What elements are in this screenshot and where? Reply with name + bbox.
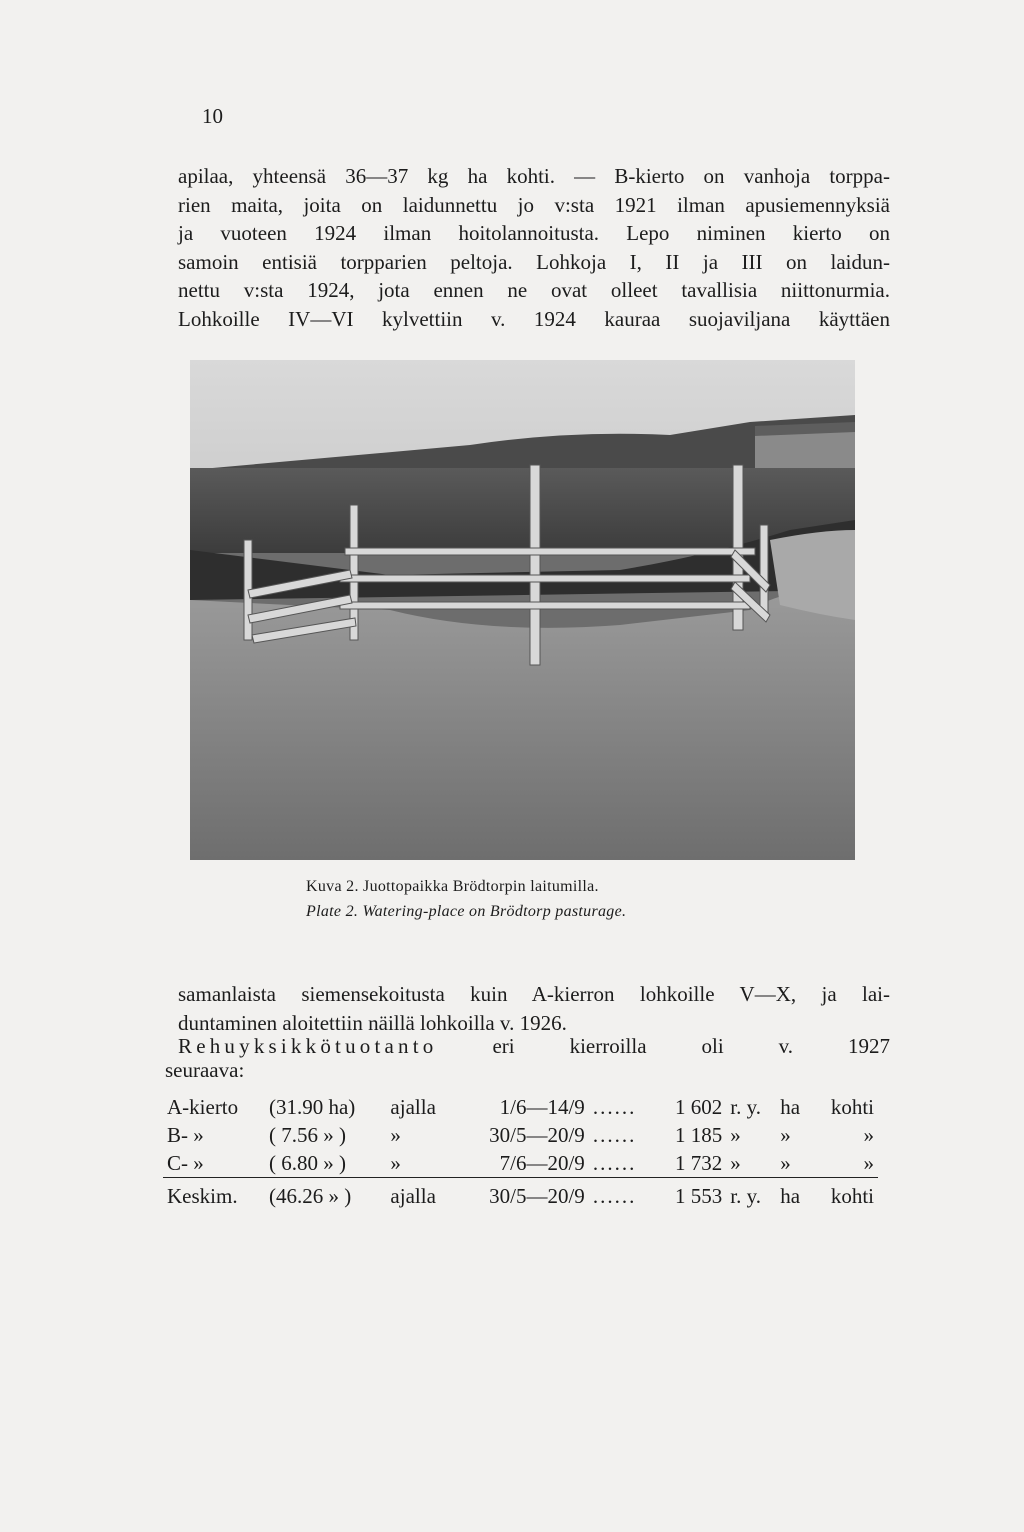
row-ha: ha (780, 1094, 801, 1119)
heading-word: eri (492, 1034, 515, 1058)
total-dots: ...... (589, 1178, 655, 1211)
text-line: rien maita, joita on laidunnettu jo v:sta 1921 ilman apusiemennyksiä (178, 192, 890, 217)
row-dots: ...... (592, 1094, 637, 1119)
row-label: A-kierto (167, 1094, 239, 1119)
text-line: samanlaista siemensekoitusta kuin A-kierron lohkoille V—X, ja lai- (178, 982, 890, 1006)
row-dots: ...... (592, 1122, 637, 1147)
row-label: B- » (167, 1122, 204, 1147)
table-row (163, 1121, 878, 1149)
row-unit: » (730, 1122, 741, 1147)
row-unit: » (730, 1150, 741, 1175)
total-value: 1 553 (655, 1178, 726, 1211)
paragraph-top (178, 162, 890, 333)
figure-caption-english: Plate 2. Watering-place on Brödtorp pasturage. (306, 903, 627, 920)
text-line: ja vuoteen 1924 ilman hoitolannoitusta. Lepo niminen kierto on (178, 221, 890, 245)
row-per: » (863, 1122, 874, 1147)
photograph-watering-place (190, 360, 855, 860)
row-period: 1/6—14/9 (499, 1094, 585, 1119)
row-area: (31.90 ha) (268, 1094, 356, 1119)
row-unit: r. y. (730, 1094, 762, 1119)
row-ha: » (780, 1150, 791, 1175)
table-row (163, 1149, 878, 1178)
row-per: » (863, 1150, 874, 1175)
text-line: Lohkoille IV—VI kylvettiin v. 1924 kauraa suojaviljana käyttäen (178, 306, 890, 331)
yield-table (163, 1093, 878, 1210)
spaced-heading: Rehuyksikkötuotanto (178, 1034, 438, 1058)
row-period: 7/6—20/9 (499, 1150, 585, 1175)
heading-word: kierroilla (569, 1034, 647, 1058)
row-prep: » (390, 1150, 401, 1175)
row-label: C- » (167, 1150, 204, 1175)
heading-continuation: seuraava: (165, 1058, 245, 1082)
heading-word: v. (778, 1034, 794, 1058)
row-prep: ajalla (390, 1094, 436, 1119)
total-area: (46.26 » ) (265, 1178, 386, 1211)
text-line: duntaminen aloitettiin näillä lohkoilla v. 1926. (178, 1010, 567, 1035)
row-area: ( 6.80 » ) (268, 1150, 346, 1175)
total-label: Keskim. (163, 1178, 265, 1211)
text-line: apilaa, yhteensä 36—37 kg ha kohti. — B-kierto on vanhoja torppa- (178, 164, 890, 188)
row-value: 1 185 (675, 1122, 723, 1147)
table-total-row (163, 1178, 878, 1211)
paragraph-bottom (178, 980, 890, 1037)
heading-word: oli (701, 1034, 724, 1058)
heading-word: 1927 (848, 1034, 890, 1058)
total-ha: ha (776, 1178, 812, 1211)
page-number: 10 (202, 104, 223, 128)
row-prep: » (390, 1122, 401, 1147)
total-unit: r. y. (726, 1178, 776, 1211)
row-value: 1 732 (675, 1150, 723, 1175)
section-heading-line (178, 1034, 890, 1059)
text-line: nettu v:sta 1924, jota ennen ne ovat olleet tavallisia niittonurmia. (178, 278, 890, 302)
total-per: kohti (812, 1178, 878, 1211)
row-value: 1 602 (675, 1094, 723, 1119)
row-period: 30/5—20/9 (489, 1122, 585, 1147)
total-period: 30/5—20/9 (455, 1178, 589, 1211)
text-line: samoin entisiä torpparien peltoja. Lohkoja I, II ja III on laidun- (178, 249, 890, 274)
row-dots: ...... (592, 1150, 637, 1175)
total-prep: ajalla (386, 1178, 455, 1211)
row-area: ( 7.56 » ) (268, 1122, 346, 1147)
row-ha: » (780, 1122, 791, 1147)
figure-caption-finnish: Kuva 2. Juottopaikka Brödtorpin laitumilla. (306, 878, 599, 895)
table-row (163, 1093, 878, 1121)
row-per: kohti (830, 1094, 874, 1119)
